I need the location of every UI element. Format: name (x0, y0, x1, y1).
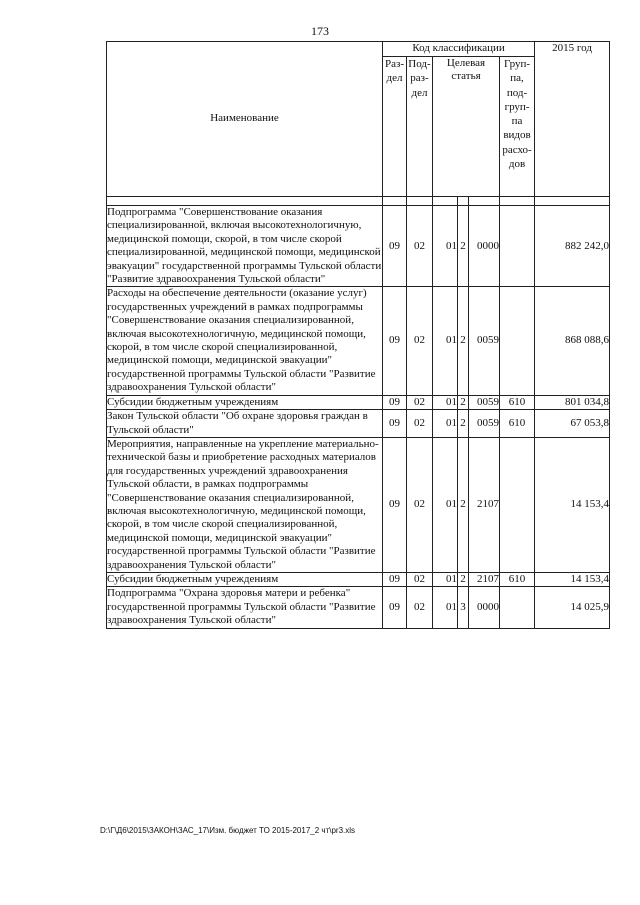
row-target-part2: 2 (458, 206, 469, 287)
row-target-part2: 2 (458, 572, 469, 586)
row-amount: 14 153,4 (535, 572, 610, 586)
table-row (107, 206, 610, 287)
file-path-footer: D:\Г\Д6\2015\ЗАКОН\ЗАС_17\Изм. бюджет ТО 2015-2017_2 чт\pr3.xls (100, 826, 356, 835)
row-podrazdel: 02 (407, 206, 433, 287)
row-name: Подпрограмма "Совершенствование оказания специализированной, включая высокотехнологичную, медицинской помощи, скорой, в том числе скорой специализированной, медицинской помощи, медицинской эвакуации" государственной программы Тульской области "Развитие здравоохранения Тульской области" (107, 206, 382, 286)
row-target-part3: 0059 (469, 410, 500, 438)
row-podrazdel: 02 (407, 287, 433, 395)
row-group (500, 287, 535, 395)
row-target-part3: 0000 (469, 206, 500, 287)
row-amount: 14 025,9 (535, 587, 610, 628)
row-target-part3: 2107 (469, 572, 500, 586)
row-target-part3: 2107 (469, 437, 500, 572)
row-razdel: 09 (383, 587, 407, 628)
row-target-part3: 0059 (469, 395, 500, 409)
row-amount: 14 153,4 (535, 437, 610, 572)
row-name: Мероприятия, направленные на укрепление материально-технической базы и приобретение расходных материалов для государственных учреждений здравоохранения Тульской области, в рамках подпрограммы "Совершенствование оказания специализированной, включая высокотехнологичную, медицинской помощи, скорой, в том числе скорой специализированной, медицинской помощи, медицинской эвакуации" государственной программы Тульской области "Развитие здравоохранения Тульской области" (107, 437, 383, 572)
row-target-part1: 01 (433, 287, 458, 395)
row-razdel: 09 (383, 395, 407, 409)
budget-table (106, 41, 610, 629)
row-name: Субсидии бюджетным учреждениям (107, 395, 383, 409)
row-group: 610 (500, 395, 535, 409)
row-target-part3: 0000 (469, 587, 500, 628)
header-classification: Код классификации (383, 42, 535, 57)
row-group: 610 (500, 410, 535, 438)
row-target-part2: 3 (458, 587, 469, 628)
header-expense-group: Груп- па, под- груп- па видов расхо- дов (500, 57, 535, 197)
row-razdel: 09 (383, 206, 407, 287)
header-gap-row (107, 197, 610, 206)
row-target-part1: 01 (433, 587, 458, 628)
row-target-part2: 2 (458, 395, 469, 409)
row-amount: 868 088,6 (535, 287, 610, 395)
row-group: 610 (500, 572, 535, 586)
row-podrazdel: 02 (407, 437, 433, 572)
table-row (107, 287, 610, 395)
row-group (500, 206, 535, 287)
row-podrazdel: 02 (407, 572, 433, 586)
table-row (107, 437, 610, 572)
row-target-part1: 01 (433, 410, 458, 438)
row-target-part1: 01 (433, 572, 458, 586)
row-amount: 67 053,8 (535, 410, 610, 438)
header-podrazdel: Под- раз- дел (407, 57, 433, 197)
table-row (107, 572, 610, 586)
row-razdel: 09 (383, 410, 407, 438)
row-podrazdel: 02 (407, 587, 433, 628)
row-name: Закон Тульской области "Об охране здоровья граждан в Тульской области" (107, 410, 383, 438)
row-razdel: 09 (383, 437, 407, 572)
row-target-part2: 2 (458, 287, 469, 395)
row-name: Подпрограмма "Охрана здоровья матери и ребенка" государственной программы Тульской области "Развитие здравоохранения Тульской области" (107, 587, 383, 628)
row-podrazdel: 02 (407, 395, 433, 409)
header-target-article: Целевая статья (433, 57, 500, 197)
row-razdel: 09 (383, 287, 407, 395)
row-name: Субсидии бюджетным учреждениям (107, 572, 383, 586)
header-razdel: Раз- дел (383, 57, 407, 197)
table-row (107, 395, 610, 409)
row-name: Расходы на обеспечение деятельности (оказание услуг) государственных учреждений в рамках подпрограммы "Совершенствование оказания специализированной, включая высокотехнологичную, медицинской помощи, скорой, в том числе скорой специализированной, медицинской помощи, медицинской эвакуации" государственной программы Тульской области "Развитие здравоохранения Тульской области" (107, 287, 383, 395)
page-number: 173 (311, 24, 329, 38)
table-row (107, 410, 610, 438)
header-name: Наименование (107, 42, 383, 197)
row-group (500, 437, 535, 572)
row-target-part2: 2 (458, 410, 469, 438)
row-razdel: 09 (383, 572, 407, 586)
row-target-part2: 2 (458, 437, 469, 572)
row-podrazdel: 02 (407, 410, 433, 438)
row-target-part1: 01 (433, 206, 458, 287)
row-target-part1: 01 (433, 437, 458, 572)
row-group (500, 587, 535, 628)
row-target-part3: 0059 (469, 287, 500, 395)
row-amount: 882 242,0 (535, 206, 610, 287)
table-row (107, 587, 610, 628)
header-year: 2015 год (535, 42, 610, 197)
row-target-part1: 01 (433, 395, 458, 409)
row-amount: 801 034,8 (535, 395, 610, 409)
